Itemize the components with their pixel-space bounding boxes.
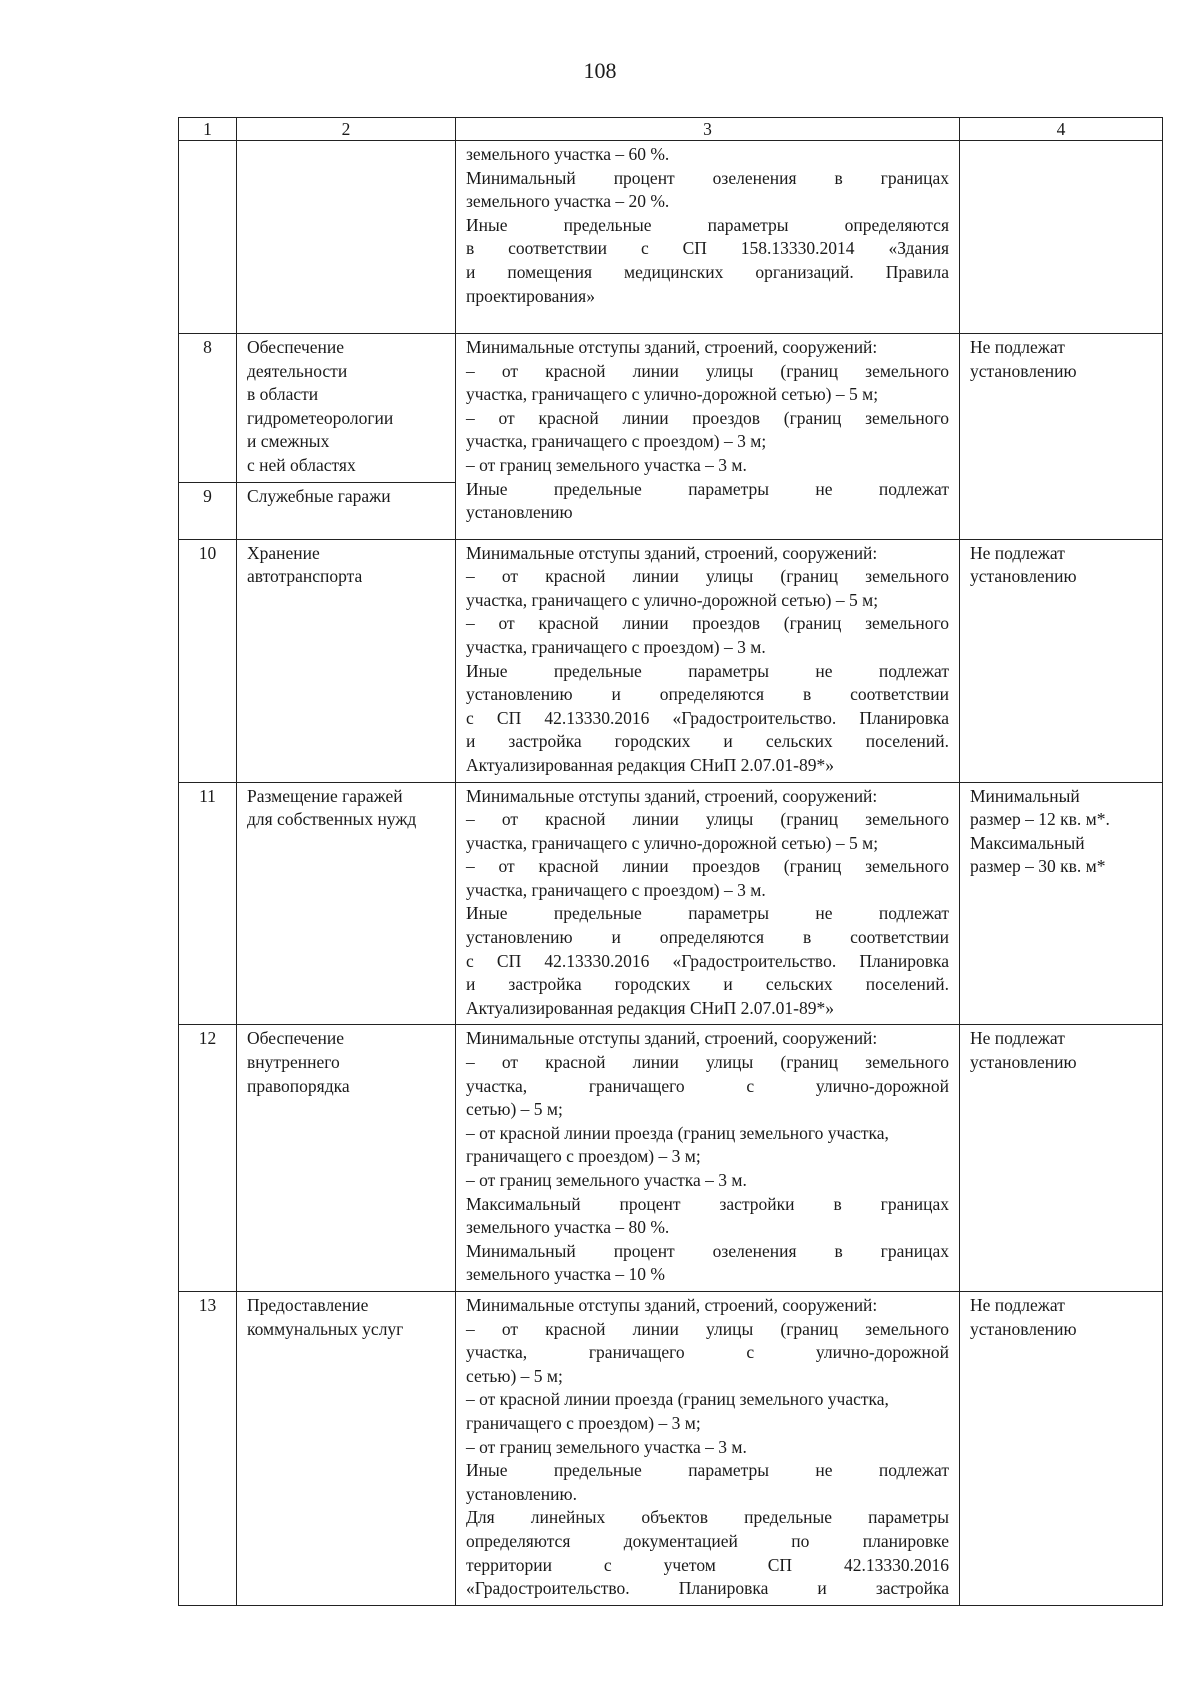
- size-cell: [960, 782, 1163, 1025]
- use-name-cell: [237, 1025, 456, 1292]
- header-col-3: 3: [456, 118, 960, 141]
- use-name-line: Обеспечение: [247, 1028, 345, 1049]
- size-line: Минимальный: [970, 785, 1080, 806]
- params-line: – от границ земельного участка – 3 м.: [466, 1170, 747, 1190]
- size-cell: [960, 334, 1163, 540]
- size-line: размер – 30 кв. м*: [970, 856, 1106, 877]
- params-line: Иные предельные параметры определяются: [466, 214, 949, 235]
- size-line: установлению: [970, 566, 1077, 587]
- header-col-1: 1: [179, 118, 237, 141]
- use-name-line: и смежных: [247, 431, 330, 452]
- params-line: Актуализированная редакция СНиП 2.07.01-89*»: [466, 997, 834, 1018]
- use-name-line: Предоставление: [247, 1294, 369, 1315]
- use-name-cell: [237, 141, 456, 334]
- params-cell: [456, 539, 960, 782]
- params-line: Иные предельные параметры не подлежат: [466, 660, 949, 681]
- params-line: установлению: [466, 502, 573, 523]
- land-use-table: [178, 117, 1163, 1606]
- params-line: – от красной линии улицы (границ земельного: [466, 360, 949, 381]
- params-line: «Градостроительство. Планировка и застройка: [466, 1578, 949, 1599]
- page-number: 108: [583, 58, 617, 83]
- params-line: Минимальные отступы зданий, строений, сооружений:: [466, 1028, 878, 1049]
- params-line: сетью) – 5 м;: [466, 1099, 563, 1120]
- params-line: – от красной линии улицы (границ земельного: [466, 1318, 949, 1339]
- params-line: с СП 42.13330.2016 «Градостроительство. Планировка: [466, 707, 949, 728]
- size-line: установлению: [970, 360, 1077, 381]
- params-line: Минимальные отступы зданий, строений, сооружений:: [466, 785, 878, 806]
- params-line: участка, граничащего с проездом) – 3 м.: [466, 636, 766, 657]
- params-line: установлению.: [466, 1483, 577, 1504]
- params-line: – от границ земельного участка – 3 м.: [466, 454, 747, 475]
- params-line: участка, граничащего с улично-дорожной сетью) – 5 м;: [466, 589, 879, 610]
- params-line: и помещения медицинских организаций. Правила: [466, 261, 949, 282]
- use-name-cell: [237, 539, 456, 782]
- params-line: – от красной линии проезда (границ земельного участка,: [466, 1122, 889, 1143]
- size-cell: [960, 1291, 1163, 1605]
- params-line: проектирования»: [466, 285, 595, 306]
- params-line: Максимальный процент застройки в границах: [466, 1193, 949, 1214]
- row-number: 11: [179, 782, 237, 1025]
- params-cell: [456, 334, 960, 540]
- params-line: участка, граничащего с улично-дорожной сетью) – 5 м;: [466, 384, 879, 405]
- params-line: участка, граничащего с улично-дорожной сетью) – 5 м;: [466, 832, 879, 853]
- params-line: установлению и определяются в соответствии: [466, 684, 949, 705]
- use-name-line: Хранение: [247, 542, 320, 563]
- params-cell: [456, 782, 960, 1025]
- row-number: 12: [179, 1025, 237, 1292]
- use-name-line: гидрометеорологии: [247, 407, 394, 428]
- size-line: Максимальный: [970, 832, 1085, 853]
- use-name-line: Размещение гаражей: [247, 785, 403, 806]
- table-row: [179, 1291, 1163, 1605]
- row-number: 9: [179, 482, 237, 539]
- params-line: участка, граничащего с проездом) – 3 м;: [466, 431, 767, 452]
- size-line: Не подлежат: [970, 337, 1065, 357]
- params-line: – от границ земельного участка – 3 м.: [466, 1436, 747, 1457]
- params-line: – от красной линии улицы (границ земельного: [466, 809, 949, 830]
- params-line: с СП 42.13330.2016 «Градостроительство. Планировка: [466, 950, 949, 971]
- params-line: земельного участка – 20 %.: [466, 191, 670, 212]
- params-cell: [456, 1025, 960, 1292]
- params-line: Минимальный процент озеленения в границах: [466, 167, 949, 188]
- use-name-line: в области: [247, 384, 319, 405]
- use-name-line: с ней областях: [247, 454, 356, 475]
- use-name-line: Обеспечение: [247, 337, 345, 357]
- size-cell: [960, 141, 1163, 334]
- params-line: – от красной линии проездов (границ земельного: [466, 613, 949, 634]
- use-name-line: Служебные гаражи: [247, 485, 391, 506]
- params-line: Минимальные отступы зданий, строений, сооружений:: [466, 542, 878, 563]
- params-line: граничащего с проездом) – 3 м;: [466, 1412, 701, 1433]
- params-line: и застройка городских и сельских поселений.: [466, 731, 949, 752]
- size-line: Не подлежат: [970, 1028, 1065, 1049]
- params-line: – от красной линии улицы (границ земельного: [466, 1052, 949, 1073]
- size-line: Не подлежат: [970, 1294, 1065, 1315]
- use-name-line: правопорядка: [247, 1075, 350, 1096]
- header-col-4: 4: [960, 118, 1163, 141]
- table-row: [179, 539, 1163, 782]
- use-name-cell: [237, 782, 456, 1025]
- row-number: 8: [179, 334, 237, 483]
- table-row-continuation: [179, 141, 1163, 334]
- row-number-cell: [179, 141, 237, 334]
- use-name-cell: [237, 482, 456, 539]
- params-line: Иные предельные параметры не подлежат: [466, 903, 949, 924]
- header-col-2: 2: [237, 118, 456, 141]
- params-line: земельного участка – 10 %: [466, 1264, 665, 1285]
- params-cell: [456, 1291, 960, 1605]
- table-row: [179, 1025, 1163, 1292]
- params-line: Минимальный процент озеленения в границах: [466, 1240, 949, 1261]
- use-name-line: автотранспорта: [247, 566, 363, 587]
- use-name-line: деятельности: [247, 360, 348, 381]
- row-number: 10: [179, 539, 237, 782]
- params-line: – от красной линии проезда (границ земельного участка,: [466, 1389, 889, 1410]
- params-line: установлению и определяются в соответствии: [466, 927, 949, 948]
- params-line: определяются документацией по планировке: [466, 1530, 949, 1551]
- row-number: 13: [179, 1291, 237, 1605]
- use-name-line: внутреннего: [247, 1052, 340, 1073]
- params-line: Иные предельные параметры не подлежат: [466, 478, 949, 499]
- use-name-line: коммунальных услуг: [247, 1318, 404, 1339]
- use-name-cell: [237, 1291, 456, 1605]
- params-line: территории с учетом СП 42.13330.2016: [466, 1554, 949, 1575]
- params-line: Иные предельные параметры не подлежат: [466, 1460, 949, 1481]
- params-line: – от красной линии проездов (границ земельного: [466, 856, 949, 877]
- params-line: земельного участка – 60 %.: [466, 144, 670, 164]
- params-line: Минимальные отступы зданий, строений, сооружений:: [466, 337, 878, 357]
- params-line: Минимальные отступы зданий, строений, сооружений:: [466, 1294, 878, 1315]
- table-row: [179, 334, 1163, 483]
- size-line: установлению: [970, 1318, 1077, 1339]
- size-line: Не подлежат: [970, 542, 1065, 563]
- params-line: и застройка городских и сельских поселений.: [466, 974, 949, 995]
- params-line: сетью) – 5 м;: [466, 1365, 563, 1386]
- params-line: участка, граничащего с улично-дорожной: [466, 1342, 949, 1363]
- params-line: в соответствии с СП 158.13330.2014 «Здания: [466, 238, 949, 259]
- size-cell: [960, 539, 1163, 782]
- params-line: участка, граничащего с проездом) – 3 м.: [466, 879, 766, 900]
- table-header-row: [179, 118, 1163, 141]
- params-cell: [456, 141, 960, 334]
- table-row: [179, 782, 1163, 1025]
- params-line: Актуализированная редакция СНиП 2.07.01-89*»: [466, 754, 834, 775]
- params-line: участка, граничащего с улично-дорожной: [466, 1075, 949, 1096]
- size-line: размер – 12 кв. м*.: [970, 809, 1110, 830]
- size-cell: [960, 1025, 1163, 1292]
- params-line: – от красной линии проездов (границ земельного: [466, 407, 949, 428]
- size-line: установлению: [970, 1052, 1077, 1073]
- params-line: Для линейных объектов предельные параметры: [466, 1507, 949, 1528]
- params-line: земельного участка – 80 %.: [466, 1217, 670, 1238]
- params-line: – от красной линии улицы (границ земельного: [466, 566, 949, 587]
- use-name-line: для собственных нужд: [247, 809, 417, 830]
- params-line: граничащего с проездом) – 3 м;: [466, 1146, 701, 1167]
- use-name-cell: [237, 334, 456, 483]
